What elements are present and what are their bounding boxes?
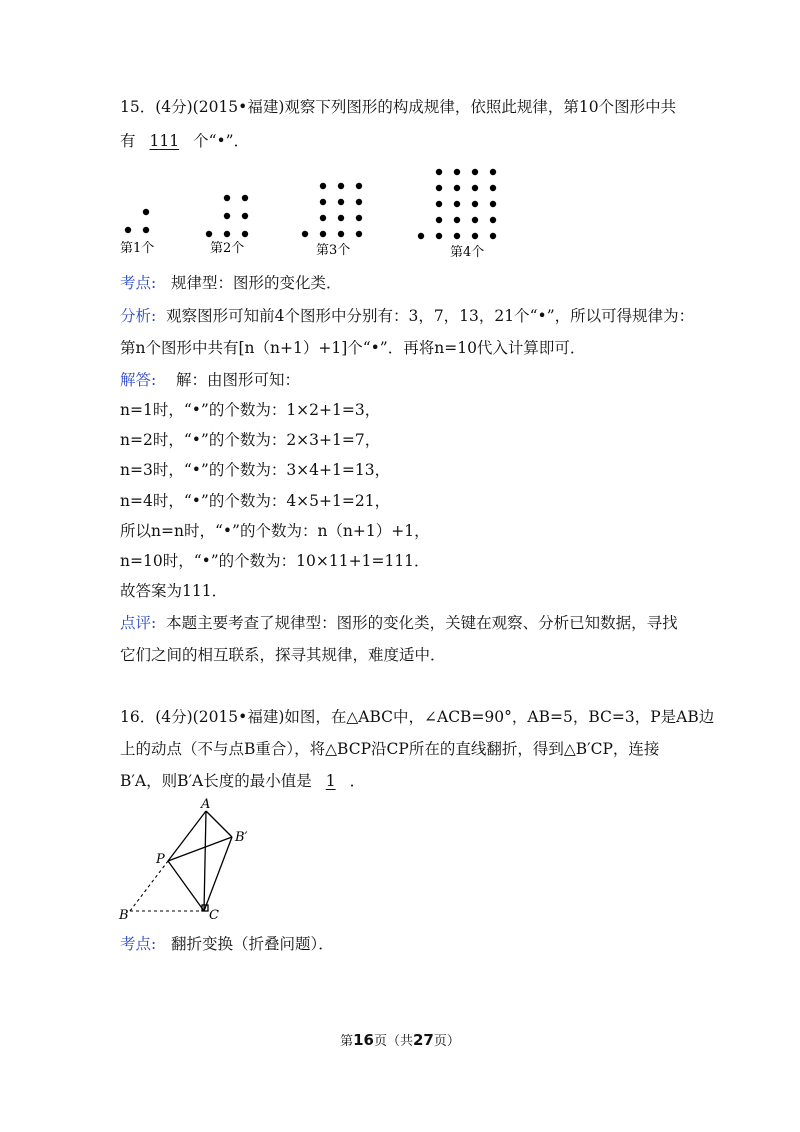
- footer-post: 页）: [433, 1034, 460, 1049]
- q16-stem-line2: 上的动点（不与点B重合），将△BCP沿CP所在的直线翻折，得到△B′CP，连接: [120, 740, 660, 758]
- point-label-c: C: [209, 908, 219, 923]
- point-label-b-prime: B′: [235, 830, 248, 845]
- q15-dianping-line2: 它们之间的相互联系，探寻其规律，难度适中．: [120, 646, 446, 664]
- point-label-b: B: [119, 908, 129, 923]
- kaodian-tag: 考点:: [120, 274, 157, 292]
- figure-2-label: 第2个: [210, 241, 245, 256]
- q15-jieda: [120, 369, 300, 391]
- kaodian-tag: 考点:: [120, 935, 157, 953]
- solution-step: n=2时，“•”的个数为：2×3+1=7，: [120, 431, 381, 449]
- solution-step: 故答案为111．: [120, 582, 228, 600]
- point-label-p: P: [156, 852, 165, 867]
- q15-answer: 111: [149, 132, 180, 150]
- figure-3-dots: [302, 183, 362, 237]
- footer-mid: 页（共: [373, 1034, 413, 1049]
- point-label-a: A: [201, 797, 211, 812]
- q15-stem: 15．(4分)(2015•福建)观察下列图形的构成规律，依照此规律，第10个图形中共: [120, 98, 677, 116]
- q15-kaodian: [120, 272, 342, 294]
- q16-triangle-figure: [110, 795, 270, 925]
- footer-pre: 第: [340, 1034, 354, 1049]
- q15-stem-suffix: 个“•”．: [193, 132, 250, 150]
- q16-stem: 16．(4分)(2015•福建)如图，在△ABC中，∠ACB=90°，AB=5，BC=3，P是AB边: [120, 708, 715, 726]
- dianping-text: 本题主要考查了规律型：图形的变化类，关键在观察、分析已知数据，寻找: [166, 614, 678, 632]
- figure-4-label: 第4个: [450, 245, 485, 260]
- jieda-text: 解：由图形可知：: [175, 371, 300, 389]
- q15-stem-line2: [120, 130, 249, 152]
- jieda-tag: 解答:: [120, 371, 157, 389]
- q16-kaodian: [120, 933, 334, 955]
- q15-fenxi-line2: 第n个图形中共有[n（n+1）+1]个“•”．再将n=10代入计算即可．: [120, 339, 586, 357]
- dianping-tag: 点评:: [120, 614, 157, 632]
- page-footer: [0, 1030, 800, 1049]
- kaodian-text: 翻折变换（折叠问题）．: [171, 935, 334, 953]
- solution-step: n=10时，“•”的个数为：10×11+1=111．: [120, 552, 430, 570]
- q16-answer: 1: [325, 772, 336, 790]
- kaodian-text: 规律型：图形的变化类．: [171, 274, 342, 292]
- figure-3-label: 第3个: [316, 243, 351, 258]
- figure-1-dots: [125, 209, 149, 233]
- fenxi-text: 观察图形可知前4个图形中分别有：3，7，13，21个“•”，所以可得规律为：: [166, 307, 695, 325]
- solution-step: n=1时，“•”的个数为：1×2+1=3，: [120, 401, 381, 419]
- figure-2-dots: [206, 195, 248, 237]
- page-number: 16: [353, 1031, 374, 1049]
- page-total: 27: [413, 1031, 434, 1049]
- solution-step: n=4时，“•”的个数为：4×5+1=21，: [120, 492, 391, 510]
- q15-fenxi: [120, 305, 694, 327]
- q15-dot-figure: [110, 160, 510, 260]
- q16-stem-suffix: ．: [349, 772, 366, 790]
- q16-stem-prefix: B′A，则B′A长度的最小值是: [120, 772, 312, 790]
- solution-step: 所以n=n时，“•”的个数为：n（n+1）+1，: [120, 522, 430, 540]
- figure-4-dots: [418, 169, 496, 239]
- figure-1-label: 第1个: [120, 241, 155, 256]
- q16-stem-line3: [120, 770, 365, 792]
- solution-step: n=3时，“•”的个数为：3×4+1=13，: [120, 461, 391, 479]
- q15-dianping: [120, 612, 678, 634]
- q15-stem-prefix: 有: [120, 132, 136, 150]
- fenxi-tag: 分析:: [120, 307, 157, 325]
